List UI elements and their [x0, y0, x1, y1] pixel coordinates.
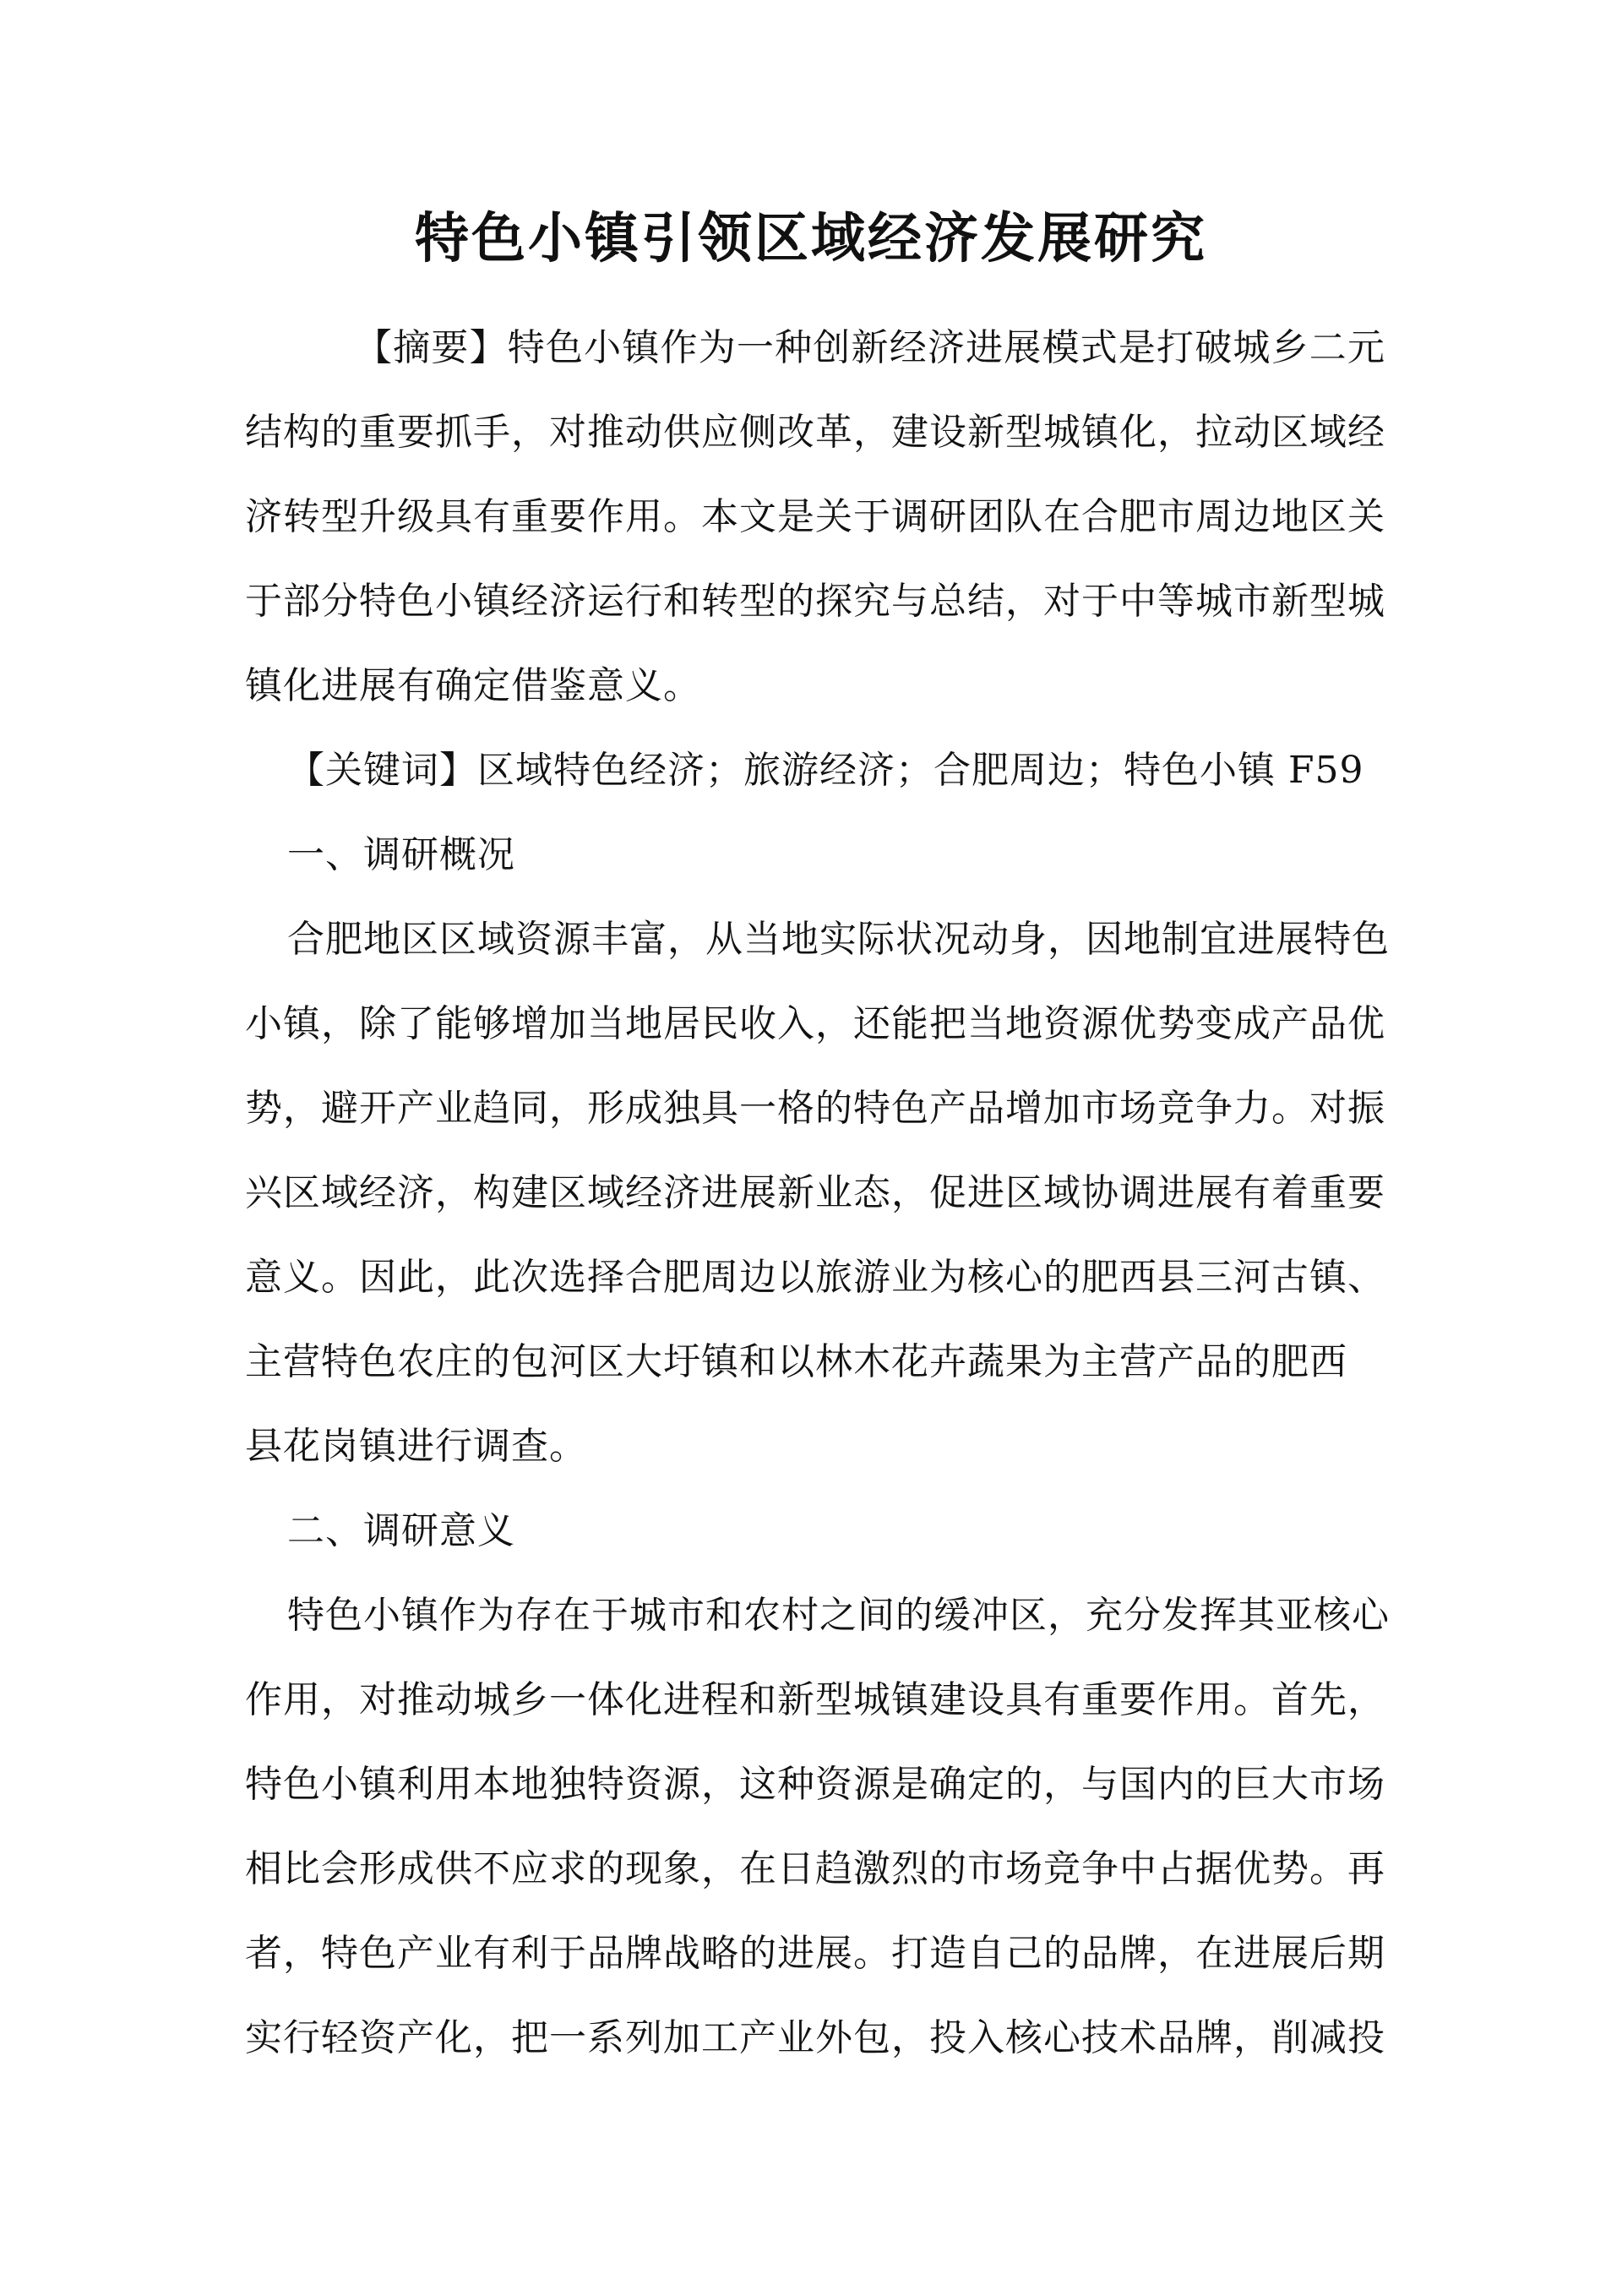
body-line: 主营特色农庄的包河区大圩镇和以林木花卉蔬果为主营产品的肥西 — [245, 1340, 1347, 1383]
body-line: 县花岗镇进行调查。 — [245, 1425, 587, 1468]
abstract-line: 【摘要】特色小镇作为一种创新经济进展模式是打破城乡二元 — [355, 326, 1385, 369]
body-line: 小镇，除了能够增加当地居民收入，还能把当地资源优势变成产品优 — [245, 1002, 1385, 1045]
section-heading: 二、调研意义 — [287, 1509, 515, 1552]
abstract-line: 镇化进展有确定借鉴意义。 — [245, 664, 701, 707]
body-line: 特色小镇作为存在于城市和农村之间的缓冲区，充分发挥其亚核心 — [287, 1594, 1390, 1637]
section-heading: 一、调研概况 — [287, 833, 515, 876]
body-line: 意义。因此，此次选择合肥周边以旅游业为核心的肥西县三河古镇、 — [245, 1256, 1385, 1299]
keywords-line: 【关键词】区域特色经济；旅游经济；合肥周边；特色小镇 F59 — [287, 749, 1364, 792]
body-line: 合肥地区区域资源丰富，从当地实际状况动身，因地制宜进展特色 — [287, 918, 1390, 961]
abstract-line: 于部分特色小镇经济运行和转型的探究与总结，对于中等城市新型城 — [245, 580, 1385, 623]
body-line: 作用，对推动城乡一体化进程和新型城镇建设具有重要作用。首先， — [245, 1678, 1385, 1721]
body-line: 特色小镇利用本地独特资源，这种资源是确定的，与国内的巨大市场 — [245, 1763, 1385, 1806]
document-title: 特色小镇引领区域经济发展研究 — [415, 207, 1207, 270]
abstract-line: 结构的重要抓手，对推动供应侧改革，建设新型城镇化，拉动区域经 — [245, 411, 1385, 454]
body-line: 兴区域经济，构建区域经济进展新业态，促进区域协调进展有着重要 — [245, 1171, 1385, 1214]
body-line: 者，特色产业有利于品牌战略的进展。打造自己的品牌，在进展后期 — [245, 1932, 1385, 1975]
body-line: 相比会形成供不应求的现象，在日趋激烈的市场竞争中占据优势。再 — [245, 1847, 1385, 1890]
body-line: 实行轻资产化，把一系列加工产业外包，投入核心技术品牌，削减投 — [245, 2016, 1385, 2059]
body-line: 势，避开产业趋同，形成独具一格的特色产品增加市场竞争力。对振 — [245, 1087, 1385, 1130]
abstract-line: 济转型升级具有重要作用。本文是关于调研团队在合肥市周边地区关 — [245, 495, 1385, 538]
